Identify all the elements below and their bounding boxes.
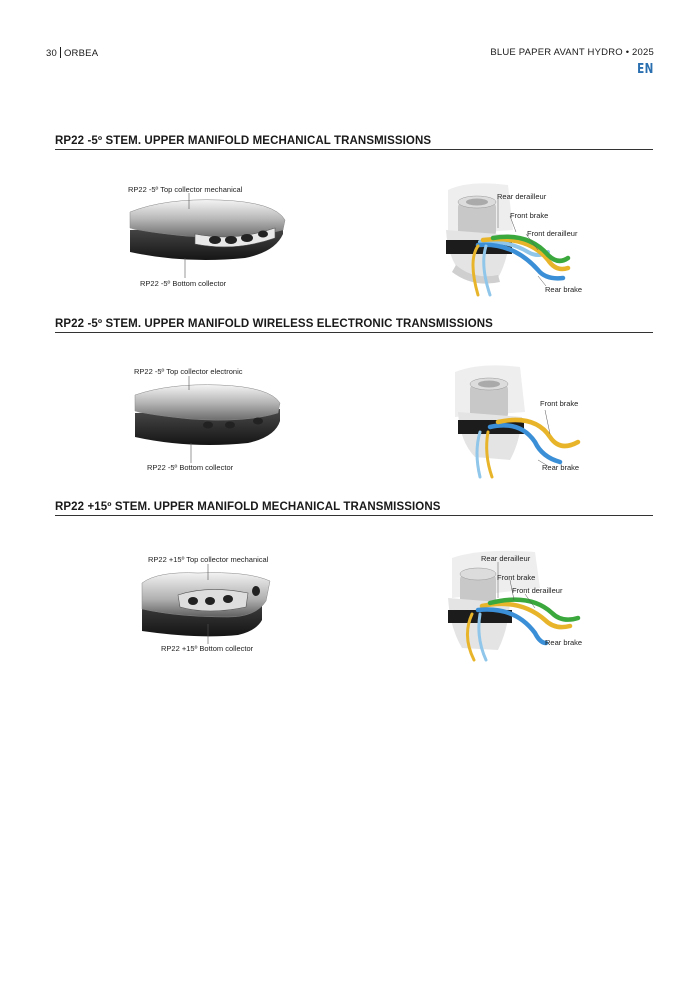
routing-label-rear-derailleur-3: Rear derailleur (481, 554, 531, 563)
leader-line (184, 258, 186, 278)
leader-line (188, 376, 190, 390)
collector-image-2 (130, 375, 290, 455)
routing-label-front-brake-3: Front brake (497, 573, 536, 582)
collector-image-1 (125, 190, 295, 270)
brand-name: ORBEA (63, 48, 99, 59)
routing-label-rear-derailleur-1: Rear derailleur (497, 192, 547, 201)
bottom-collector-label-3: RP22 +15º Bottom collector (161, 644, 254, 653)
leader-line (190, 443, 192, 463)
top-collector-label-1: RP22 -5º Top collector mechanical (128, 185, 243, 194)
section-title-3: RP22 +15º STEM. UPPER MANIFOLD MECHANICAL TRANSMISSIONS (55, 501, 653, 516)
header-divider (60, 47, 61, 58)
top-collector-label-2: RP22 -5º Top collector electronic (134, 367, 243, 376)
section-title-2: RP22 -5º STEM. UPPER MANIFOLD WIRELESS ELECTRONIC TRANSMISSIONS (55, 318, 653, 333)
leader-line (188, 193, 190, 209)
language-badge: EN (637, 62, 654, 77)
section-title-1: RP22 -5º STEM. UPPER MANIFOLD MECHANICAL TRANSMISSIONS (55, 135, 653, 150)
bottom-collector-label-2: RP22 -5º Bottom collector (147, 463, 234, 472)
routing-label-rear-brake-3: Rear brake (545, 638, 583, 647)
top-collector-label-3: RP22 +15º Top collector mechanical (148, 555, 269, 564)
routing-label-front-brake-1: Front brake (510, 211, 549, 220)
routing-label-rear-brake-2: Rear brake (542, 463, 580, 472)
page-header-left (46, 47, 98, 59)
leader-line (207, 624, 209, 644)
routing-label-front-brake-2: Front brake (540, 399, 579, 408)
bottom-collector-label-1: RP22 -5º Bottom collector (140, 279, 227, 288)
document-title: BLUE PAPER AVANT HYDRO • 2025 (490, 47, 654, 58)
page-number: 30 (46, 48, 57, 59)
routing-label-front-derailleur-1: Front derailleur (527, 229, 578, 238)
routing-label-rear-brake-1: Rear brake (545, 285, 583, 294)
leader-line (207, 564, 209, 580)
routing-label-front-derailleur-3: Front derailleur (512, 586, 563, 595)
